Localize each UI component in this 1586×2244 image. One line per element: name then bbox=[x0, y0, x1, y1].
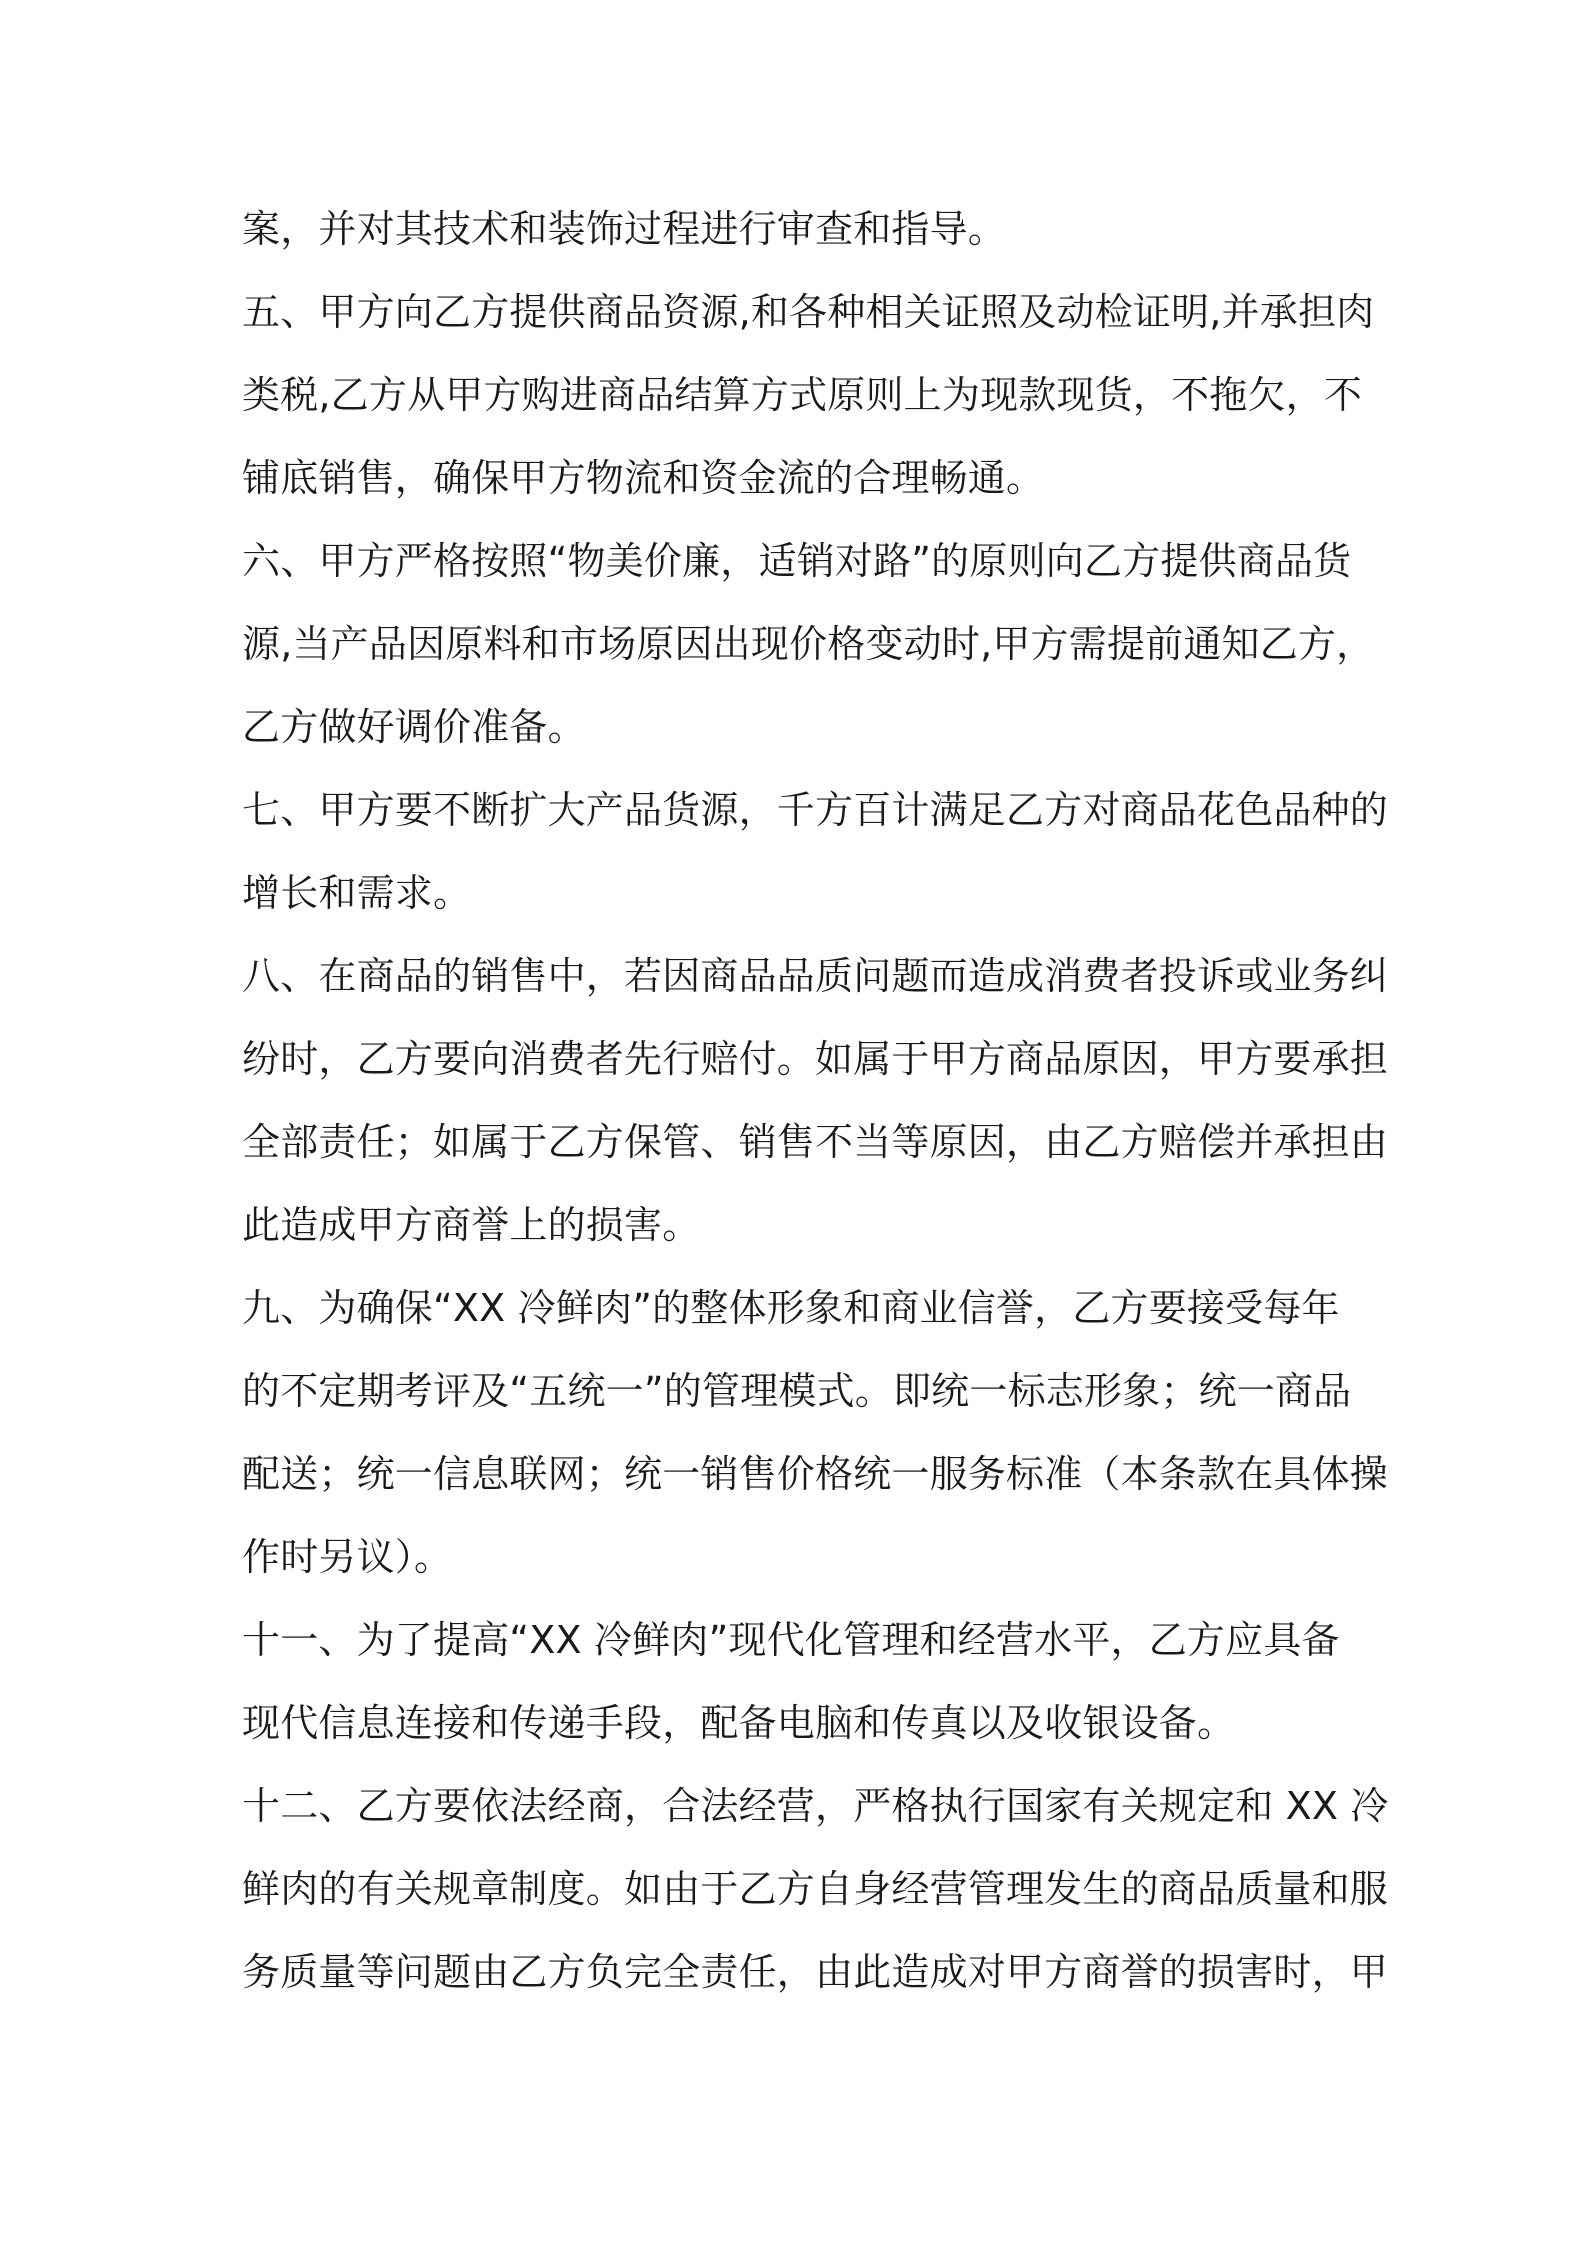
text-line: 此造成甲方商誉上的损害。 bbox=[242, 1203, 701, 1247]
contract-text bbox=[242, 188, 1389, 2014]
text-line: 全部责任；如属于乙方保管、销售不当等原因，由乙方赔偿并承担由 bbox=[242, 1120, 1389, 1164]
text-line: 配送；统一信息联网；统一销售价格统一服务标准（本条款在具体操 bbox=[242, 1452, 1389, 1496]
text-line: 鲜肉的有关规章制度。如由于乙方自身经营管理发生的商品质量和服 bbox=[242, 1867, 1389, 1911]
text-line: 十一、为了提高“XX 冷鲜肉”现代化管理和经营水平，乙方应具备 bbox=[242, 1618, 1340, 1662]
text-line: 乙方做好调价准备。 bbox=[242, 705, 586, 749]
text-line: 类税,乙方从甲方购进商品结算方式原则上为现款现货，不拖欠，不 bbox=[242, 373, 1363, 417]
text-line: 源,当产品因原料和市场原因出现价格变动时,甲方需提前通知乙方， bbox=[242, 622, 1375, 666]
text-line: 增长和需求。 bbox=[242, 871, 472, 915]
text-line: 铺底销售，确保甲方物流和资金流的合理畅通。 bbox=[242, 456, 1045, 500]
text-line: 务质量等问题由乙方负完全责任，由此造成对甲方商誉的损害时，甲 bbox=[242, 1950, 1389, 1994]
text-line: 现代信息连接和传递手段，配备电脑和传真以及收银设备。 bbox=[242, 1701, 1236, 1745]
text-line: 五、甲方向乙方提供商品资源,和各种相关证照及动检证明,并承担肉 bbox=[242, 290, 1375, 334]
text-line: 纷时，乙方要向消费者先行赔付。如属于甲方商品原因，甲方要承担 bbox=[242, 1037, 1389, 1081]
text-line: 六、甲方严格按照“物美价廉，适销对路”的原则向乙方提供商品货 bbox=[242, 539, 1352, 583]
text-line: 八、在商品的销售中，若因商品品质问题而造成消费者投诉或业务纠 bbox=[242, 954, 1389, 998]
text-line: 七、甲方要不断扩大产品货源，千方百计满足乙方对商品花色品种的 bbox=[242, 788, 1389, 832]
text-line: 作时另议）。 bbox=[242, 1535, 453, 1579]
text-line: 的不定期考评及“五统一”的管理模式。即统一标志形象；统一商品 bbox=[242, 1369, 1352, 1413]
text-line: 十二、乙方要依法经商，合法经营，严格执行国家有关规定和 XX 冷 bbox=[242, 1784, 1389, 1828]
text-line: 九、为确保“XX 冷鲜肉”的整体形象和商业信誉，乙方要接受每年 bbox=[242, 1286, 1340, 1330]
text-line: 案，并对其技术和装饰过程进行审查和指导。 bbox=[242, 207, 1007, 251]
